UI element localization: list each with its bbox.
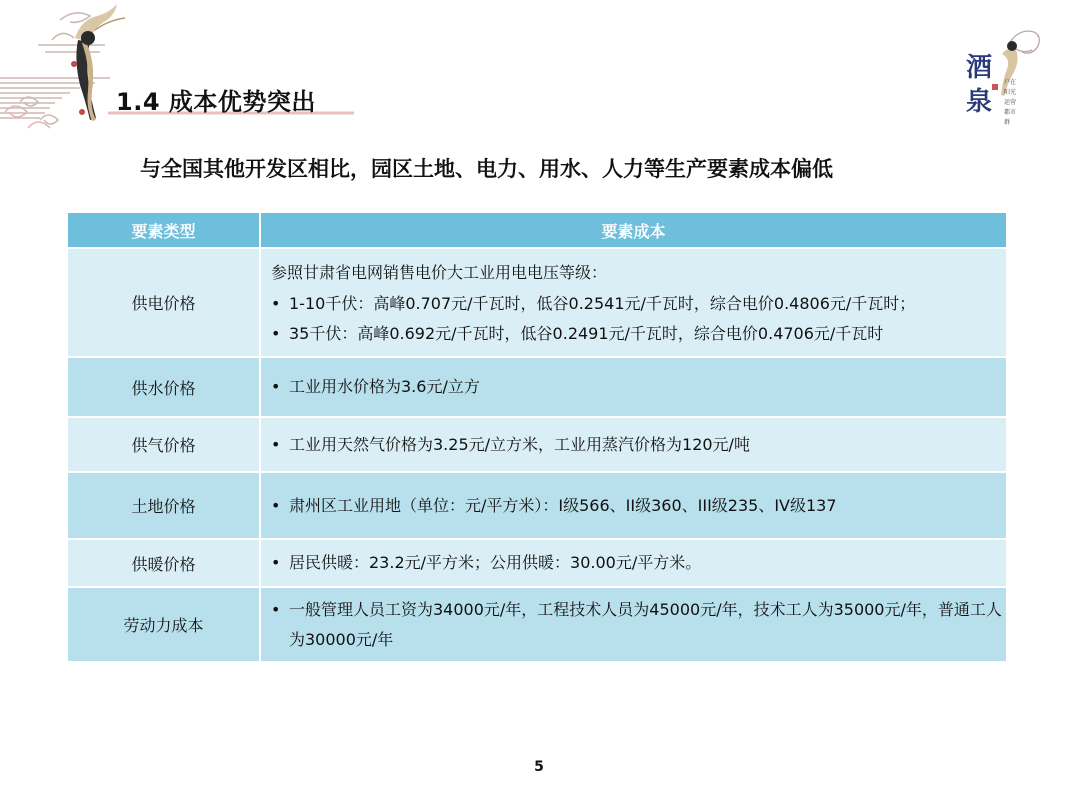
svg-text:群: 群 xyxy=(1004,119,1011,126)
svg-text:阳光: 阳光 xyxy=(1004,89,1017,96)
row-content-gas xyxy=(260,417,1006,472)
svg-text:都市: 都市 xyxy=(1004,109,1017,116)
svg-text:运营: 运营 xyxy=(1004,99,1017,106)
table-row xyxy=(68,248,1006,357)
row-type-water: 供水价格 xyxy=(68,357,260,417)
header-factor-type: 要素类型 xyxy=(68,213,260,248)
table-row xyxy=(68,472,1006,539)
list-item: • 一般管理人员工资为34000元/年，工程技术人员为45000元/年，技术工人为35000元/年，普通工人为30000元/年 xyxy=(271,595,1002,655)
slide-subtitle: 与全国其他开发区相比，园区土地、电力、用水、人力等生产要素成本偏低 xyxy=(140,157,833,181)
list-item: • 肃州区工业用地（单位：元/平方米）：I级566、II级360、III级235、IV级137 xyxy=(271,491,1002,521)
table-header-row xyxy=(68,213,1006,248)
svg-text:户在: 户在 xyxy=(1004,79,1017,86)
row-type-heating: 供暖价格 xyxy=(68,539,260,587)
page-number: 5 xyxy=(534,759,544,775)
table-row xyxy=(68,539,1006,587)
list-item: • 工业用水价格为3.6元/立方 xyxy=(271,372,1002,402)
row-content-heating xyxy=(260,539,1006,587)
jiuquan-logo xyxy=(962,24,1042,136)
list-item: • 1-10千伏：高峰0.707元/千瓦时，低谷0.2541元/千瓦时，综合电价0.4806元/千瓦时； xyxy=(271,289,1002,319)
table-row xyxy=(68,357,1006,417)
svg-text:泉: 泉 xyxy=(966,87,993,117)
electricity-lead-text: 参照甘肃省电网销售电价大工业用电电压等级： xyxy=(271,262,608,282)
row-content-water xyxy=(260,357,1006,417)
row-type-labor: 劳动力成本 xyxy=(68,587,260,662)
list-item: • 居民供暖：23.2元/平方米；公用供暖：30.00元/平方米。 xyxy=(271,548,1002,578)
row-type-land: 土地价格 xyxy=(68,472,260,539)
row-content-electricity xyxy=(260,248,1006,357)
row-type-gas: 供气价格 xyxy=(68,417,260,472)
cost-table xyxy=(68,213,1006,663)
list-item: • 工业用天然气价格为3.25元/立方米，工业用蒸汽价格为120元/吨 xyxy=(271,430,1002,460)
table-row xyxy=(68,417,1006,472)
list-item: • 35千伏：高峰0.692元/千瓦时，低谷0.2491元/千瓦时，综合电价0.4706元/千瓦时 xyxy=(271,319,1002,349)
svg-text:酒: 酒 xyxy=(966,53,993,83)
section-title: 1.4 成本优势突出 xyxy=(116,88,316,116)
row-content-labor xyxy=(260,587,1006,662)
row-content-land xyxy=(260,472,1006,539)
header-factor-cost: 要素成本 xyxy=(260,213,1006,248)
row-type-electricity: 供电价格 xyxy=(68,248,260,357)
table-row xyxy=(68,587,1006,662)
